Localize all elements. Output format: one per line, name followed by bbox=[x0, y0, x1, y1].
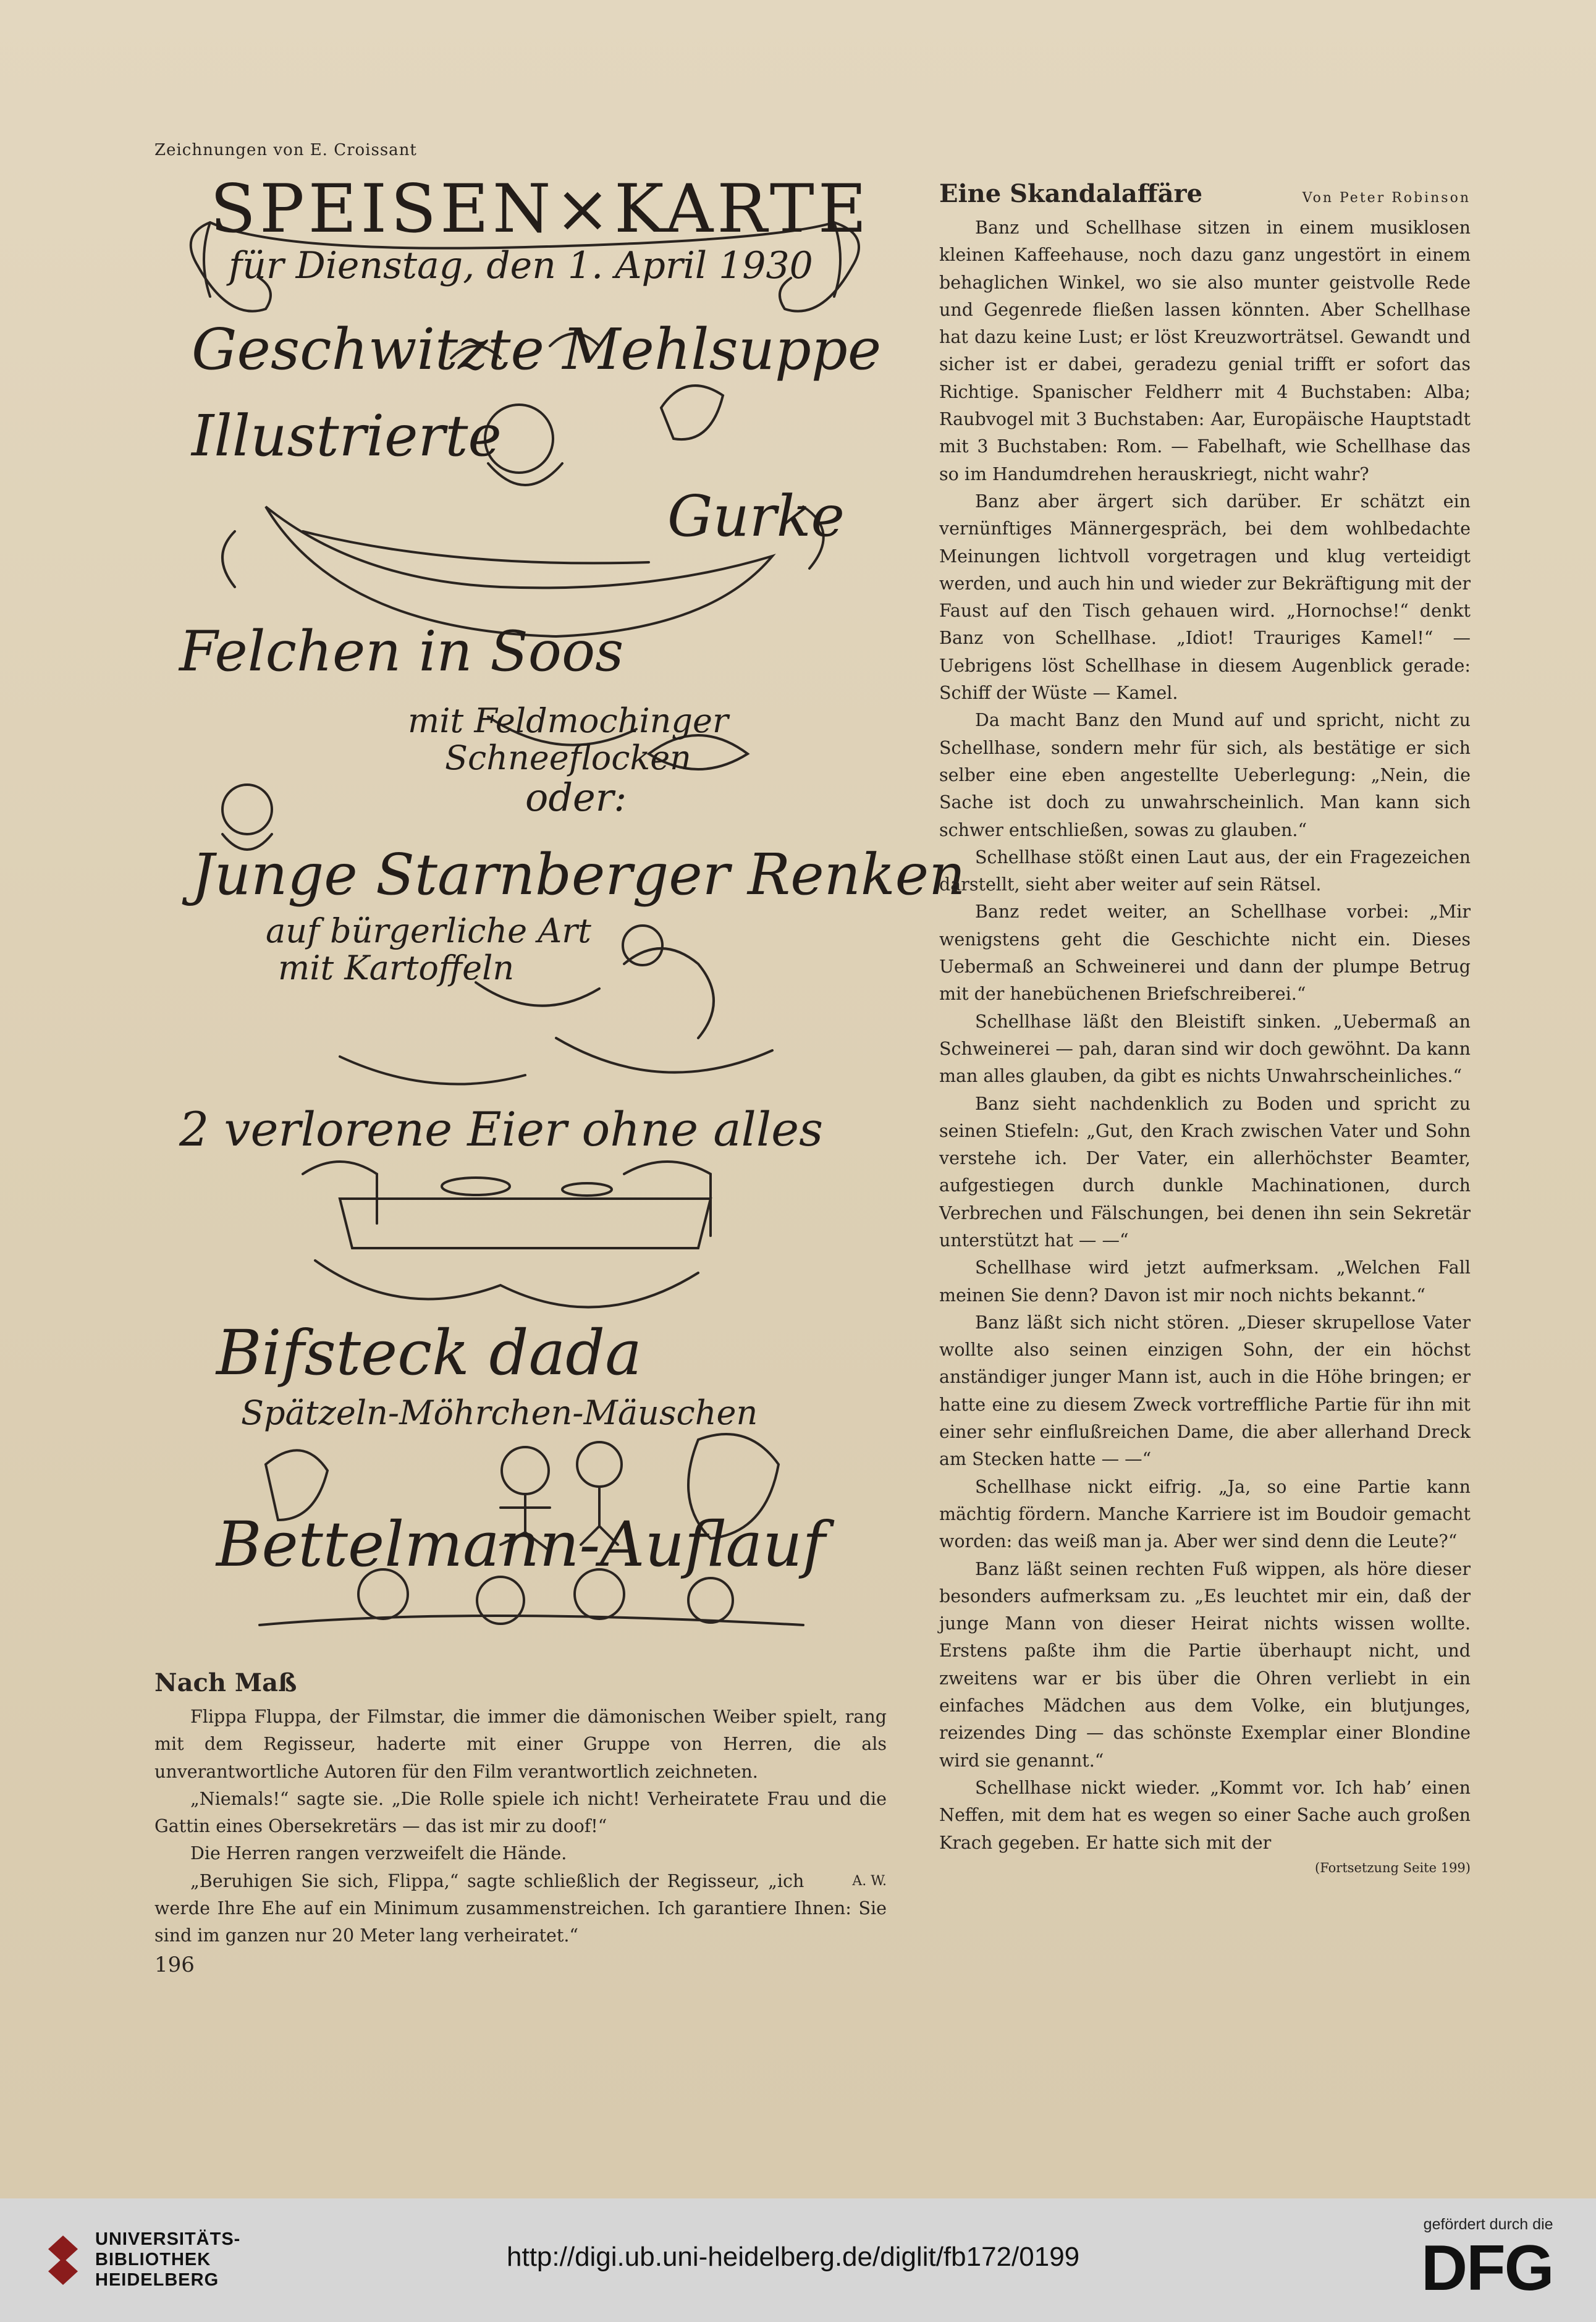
menu-title: SPEISEN×KARTE bbox=[210, 171, 871, 248]
page-number: 196 bbox=[154, 1953, 195, 1977]
menu-item: Gurke bbox=[667, 483, 845, 549]
dfg-logo: DFG bbox=[1421, 2232, 1553, 2304]
article-nach-mass bbox=[154, 1668, 887, 1950]
article-skandalaffaere bbox=[939, 179, 1471, 1875]
continuation-note: (Fortsetzung Seite 199) bbox=[1315, 1860, 1471, 1875]
menu-item: Felchen in Soos bbox=[179, 619, 624, 684]
menu-item: Geschwitzte Mehlsuppe bbox=[192, 316, 882, 382]
library-name-line: UNIVERSITÄTS- bbox=[95, 2229, 241, 2249]
illustration-credit: Zeichnungen von E. Croissant bbox=[154, 141, 417, 159]
article-title: Eine Skandalaffäre bbox=[939, 179, 1203, 208]
permalink[interactable]: http://digi.ub.uni-heidelberg.de/diglit/fb172/0199 bbox=[507, 2242, 1080, 2272]
funder-logo[interactable] bbox=[1421, 2216, 1553, 2304]
article-header bbox=[939, 179, 1471, 214]
paragraph: Flippa Fluppa, der Filmstar, die immer die dämonischen Weiber spielt, rang mit dem Regisseur, haderte mit einer Gruppe von Herren, die als unverantwortliche Autoren für den Film verantwortlich zeichneten. bbox=[154, 1707, 887, 1782]
menu-date: für Dienstag, den 1. April 1930 bbox=[229, 244, 813, 287]
paragraph: Schellhase läßt den Bleistift sinken. „Uebermaß an Schweinerei — pah, daran sind wir doch gewöhnt. Da kann man alles glauben, da gibt es nichts Unwahrscheinliches.“ bbox=[939, 1011, 1471, 1087]
library-name-line: BIBLIOTHEK bbox=[95, 2250, 211, 2269]
paragraph: Banz läßt sich nicht stören. „Dieser skrupellose Vater wollte also seinen einzigen Sohn, der ein höchst anständiger junger Mann ist, auch in die Höhe bringen; er hatte eine zu diesem Zweck vortreffliche Partie für ihn mit einer sehr einflußreichen Dame, die aber allerhand Dreck am Stecken hatte — —“ bbox=[939, 1312, 1471, 1470]
paragraph: Banz und Schellhase sitzen in einem musiklosen kleinen Kaffeehause, noch dazu ganz ungestört in einem behaglichen Winkel, wo sie also munter geistvolle Rede und Gegenrede fließen lassen könnten. Aber Schellhase hat dazu keine Lust; er löst Kreuzworträtsel. Gewandt und sicher ist er dabei, geradezu genial trifft er sofort das Richtige. Spanischer Feldherr mit 4 Buchstaben: Alba; Raubvogel mit 3 Buchstaben: Aar, Europäische Hauptstadt mit 3 Buchstaben: Rom. — Fabelhaft, wie Schellhase das so im Handumdrehen herauskriegt, nicht wahr? bbox=[939, 217, 1471, 484]
author-initials: A. W. bbox=[852, 1873, 887, 1889]
menu-item: Illustrierte bbox=[192, 403, 502, 469]
menu-item: mit Feldmochinger bbox=[408, 701, 728, 740]
paragraph: „Niemals!“ sagte sie. „Die Rolle spiele ich nicht! Verheiratete Frau und die Gattin eines Obersekretärs — das ist mir zu doof!“ bbox=[154, 1788, 887, 1837]
paragraph: Banz aber ärgert sich darüber. Er schätzt ein vernünftiges Männergespräch, bei dem wohlbedachte Meinungen lichtvoll vorgetragen und klug verteidigt werden, und auch hin und wieder zur Bekräftigung mit der Faust auf den Tisch gehauen wird. „Hornochse!“ denkt Banz von Schellhase. „Idiot! Trauriges Kamel!“ — Uebrigens löst Schellhase in diesem Augenblick gerade: Schiff der Wüste — Kamel. bbox=[939, 491, 1471, 704]
article-title: Nach Maß bbox=[154, 1668, 297, 1697]
library-name bbox=[95, 2229, 240, 2290]
menu-item: oder: bbox=[525, 775, 627, 820]
paragraph: Banz läßt seinen rechten Fuß wippen, als höre dieser besonders aufmerksam zu. „Es leuchtet mir ein, daß der junge Mann von dieser Heirat nichts wissen wollte. Erstens paßte ihm die Partie überhaupt nicht, und zweitens war er bis über die Ohren verliebt in ein einfaches Mädchen aus dem Volke, ein blutjunges, reizendes Ding — das schönste Exemplar einer Blondine wird sie genannt.“ bbox=[939, 1558, 1471, 1771]
paragraph: Schellhase nickt wieder. „Kommt vor. Ich hab’ einen Neffen, mit dem hat es wegen so einer Sache auch großen Krach gegeben. Er hatte sich mit der bbox=[939, 1777, 1471, 1853]
byline: Von Peter Robinson bbox=[1302, 190, 1471, 206]
menu-item: Bettelmann-Auflauf bbox=[216, 1508, 825, 1581]
funder-caption: gefördert durch die bbox=[1423, 2216, 1553, 2233]
paragraph-text: „Beruhigen Sie sich, Flippa,“ sagte schließlich der Regisseur, „ich werde Ihre Ehe auf ein Minimum zusammenstreichen. Ich garantiere Ihnen: Sie sind im ganzen nur 20 Meter lang verheiratet.“ bbox=[154, 1870, 887, 1946]
library-emblem-icon bbox=[43, 2231, 83, 2290]
library-name-line: HEIDELBERG bbox=[95, 2270, 219, 2290]
menu-illustration bbox=[154, 161, 966, 1631]
paragraph: Banz sieht nachdenklich zu Boden und spricht zu seinen Stiefeln: „Gut, den Krach zwischen Vater und Sohn verstehe ich. Der Vater, ein allerhöchster Beamter, aufgestiegen durch dunkle Machinationen, durch Verbrechen und Fälschungen, bei denen ihn sein Sekretär unterstützt hat — —“ bbox=[939, 1093, 1471, 1251]
menu-item: Bifsteck dada bbox=[216, 1317, 642, 1389]
paragraph: Schellhase wird jetzt aufmerksam. „Welchen Fall meinen Sie denn? Davon ist mir noch nichts bekannt.“ bbox=[939, 1257, 1471, 1306]
paragraph: Die Herren rangen verzweifelt die Hände. bbox=[190, 1843, 567, 1864]
menu-item: Schneeflocken bbox=[445, 738, 691, 777]
paragraph bbox=[154, 1868, 887, 1950]
paragraph: Da macht Banz den Mund auf und spricht, nicht zu Schellhase, sondern mehr für sich, als bestätige er sich selber eine eben angestellte Ueberlegung: „Nein, die Sache ist doch zu unwahrscheinlich. Man kann sich schwer entschließen, sowas zu glauben.“ bbox=[939, 710, 1471, 840]
library-logo[interactable] bbox=[43, 2229, 240, 2290]
menu-item: auf bürgerliche Art bbox=[266, 911, 591, 950]
paragraph: Banz redet weiter, an Schellhase vorbei: „Mir wenigstens geht die Geschichte nicht ein. Dieses Uebermaß an Schweinerei und dann der plumpe Betrug mit der hanebüchenen Briefschreiberei.“ bbox=[939, 901, 1471, 1005]
viewer-footer bbox=[0, 2198, 1596, 2322]
menu-item: Spätzeln-Möhrchen-Mäuschen bbox=[241, 1393, 758, 1432]
menu-item: mit Kartoffeln bbox=[278, 948, 515, 987]
menu-item: 2 verlorene Eier ohne alles bbox=[179, 1102, 824, 1157]
paragraph: Schellhase nickt eifrig. „Ja, so eine Partie kann mächtig fördern. Manche Karriere ist im Boudoir gemacht worden: das weiß man ja. Aber wer sind denn die Leute?“ bbox=[939, 1476, 1471, 1552]
menu-item: Junge Starnberger Renken bbox=[192, 842, 966, 908]
paragraph: Schellhase stößt einen Laut aus, der ein Fragezeichen darstellt, sieht aber weiter auf sein Rätsel. bbox=[939, 846, 1471, 895]
